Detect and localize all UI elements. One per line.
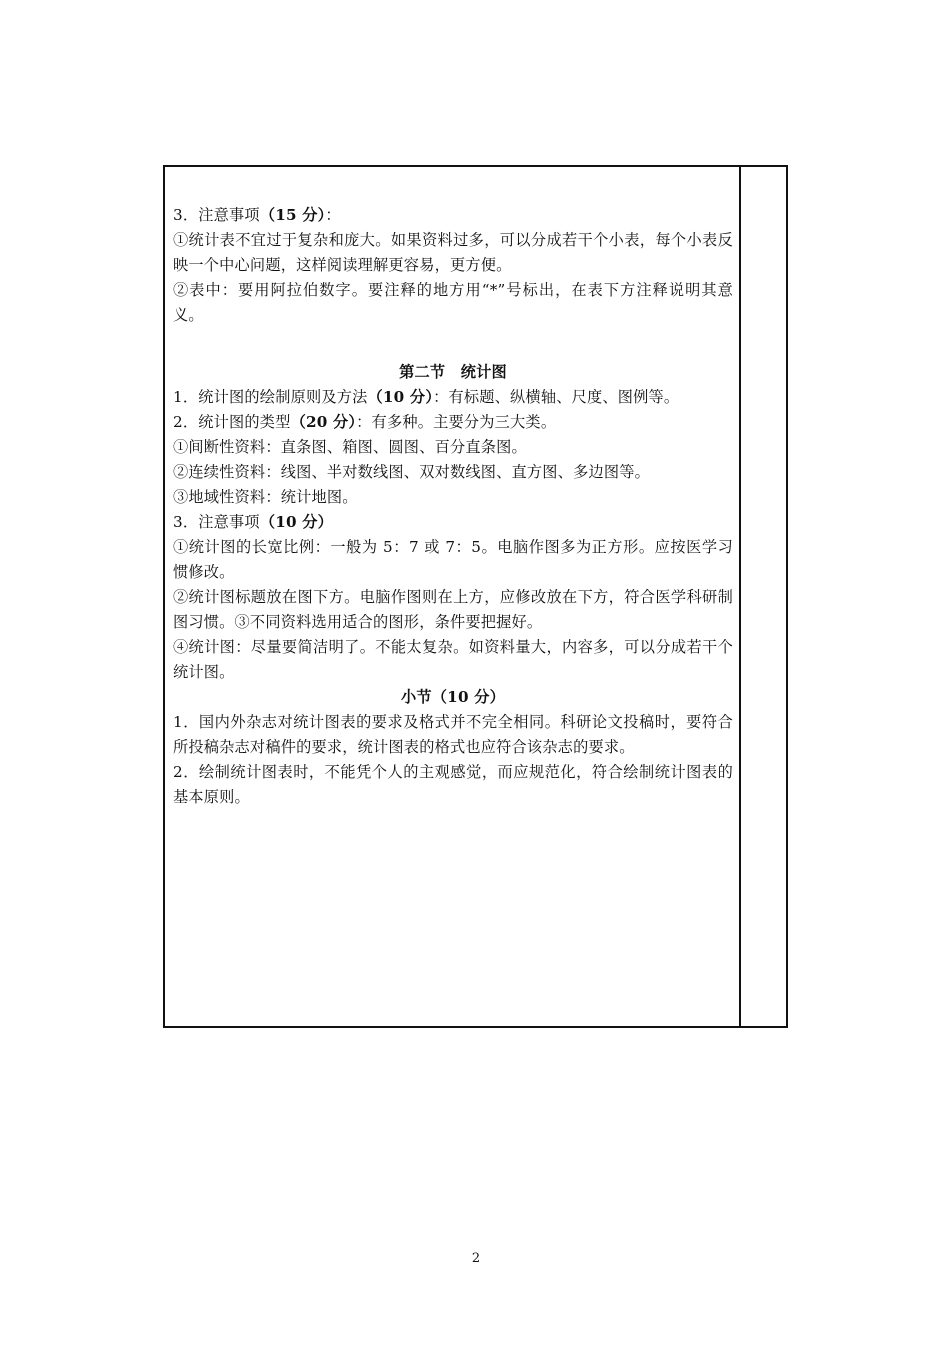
- chart-note-item-3: ④统计图：尽量要简洁明了。不能太复杂。如资料量大，内容多，可以分成若干个统计图。: [173, 638, 733, 681]
- table-note-item-1: ①统计表不宜过于复杂和庞大。如果资料过多，可以分成若干个小表，每个小表反映一个中心问题，这样阅读理解更容易，更方便。: [173, 231, 733, 274]
- page-number: 2: [471, 1251, 481, 1266]
- summary-heading: 小节（10 分）: [401, 688, 505, 706]
- chart-notes-label: 3．注意事项: [173, 513, 260, 531]
- table-notes-score: （15 分）: [259, 206, 326, 224]
- chart-type-item-3: ③地域性资料：统计地图。: [173, 488, 358, 506]
- table-note-item-2: ②表中：要用阿拉伯数字。要注释的地方用“*”号标出，在表下方注释说明其意义。: [173, 281, 733, 324]
- chart-notes-score: （10 分）: [259, 513, 333, 531]
- chart-principles-score: （10 分）: [367, 388, 434, 406]
- chart-type-item-1: ①间断性资料：直条图、箱图、圆图、百分直条图。: [173, 438, 527, 456]
- chart-note-item-1: ①统计图的长宽比例：一般为 5：7 或 7：5。电脑作图多为正方形。应按医学习惯修改。: [173, 538, 733, 581]
- table-notes-title-num: 3．注意事项: [173, 206, 260, 224]
- spacer: [173, 328, 733, 353]
- section2-heading: 第二节 统计图: [399, 363, 507, 381]
- table-notes-title: [173, 203, 733, 228]
- right-column-divider: [739, 165, 741, 1028]
- chart-types-text: ：有多种。主要分为三大类。: [356, 413, 557, 431]
- table-content-cell: [173, 203, 733, 810]
- chart-types-score: （20 分）: [290, 413, 357, 431]
- spacer: [173, 353, 733, 360]
- chart-principles-text: ：有标题、纵横轴、尺度、图例等。: [433, 388, 680, 406]
- chart-notes-title: [173, 510, 733, 535]
- summary-point-2: 2．绘制统计图表时，不能凭个人的主观感觉，而应规范化，符合绘制统计图表的基本原则。: [173, 763, 733, 806]
- chart-note-item-2: ②统计图标题放在图下方。电脑作图则在上方，应修改放在下方，符合医学科研制图习惯。③不同资料选用适合的图形，条件要把握好。: [173, 588, 733, 631]
- chart-principles-label: 1．统计图的绘制原则及方法: [173, 388, 368, 406]
- chart-type-item-2: ②连续性资料：线图、半对数线图、双对数线图、直方图、多边图等。: [173, 463, 651, 481]
- chart-types-label: 2．统计图的类型: [173, 413, 291, 431]
- table-notes-title-tail: ：: [325, 206, 341, 224]
- chart-principles-line: [173, 385, 733, 410]
- summary-point-1: 1．国内外杂志对统计图表的要求及格式并不完全相同。科研论文投稿时，要符合所投稿杂志对稿件的要求，统计图表的格式也应符合该杂志的要求。: [173, 713, 733, 756]
- chart-types-line: [173, 410, 733, 435]
